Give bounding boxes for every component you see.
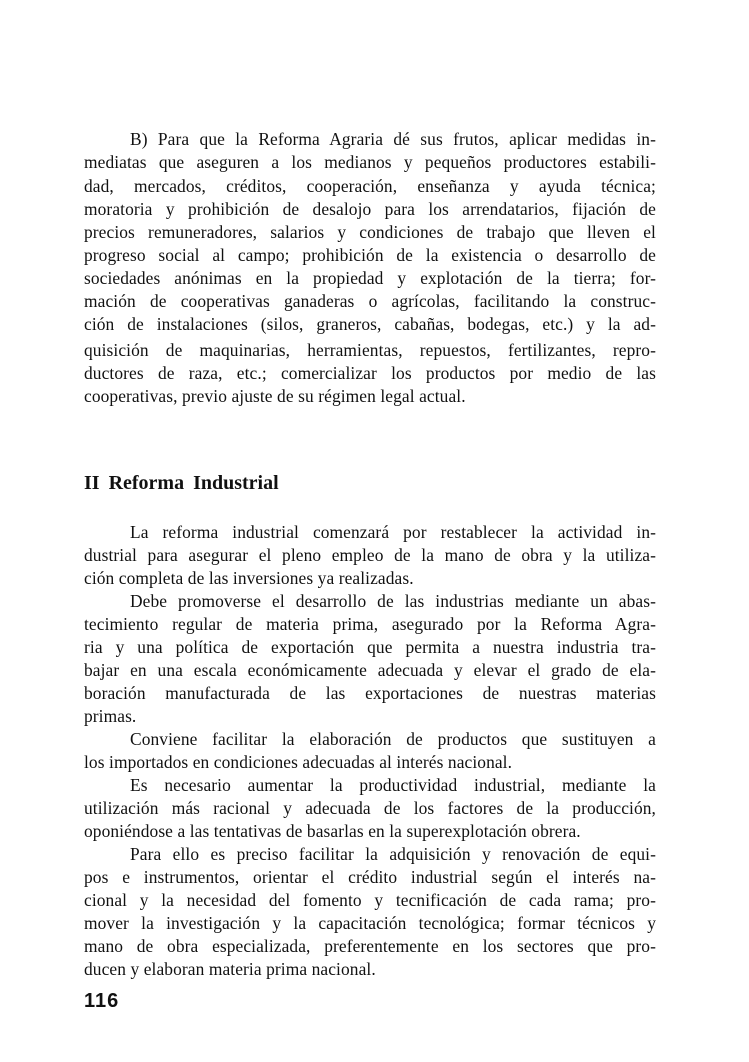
paragraph-line: Para ello es preciso facilitar la adquisición y renovación de equi- — [130, 844, 656, 864]
paragraph-line: tecimiento regular de materia prima, asegurado por la Reforma Agra- — [84, 614, 656, 634]
paragraph-line: los importados en condiciones adecuadas al interés nacional. — [84, 752, 513, 772]
section-b-line: sociedades anónimas en la propiedad y explotación de la tierra; for- — [84, 268, 656, 288]
section-b-line: moratoria y prohibición de desalojo para los arrendatarios, fijación de — [84, 199, 656, 219]
paragraph-line: Conviene facilitar la elaboración de productos que sustituyen a — [130, 729, 656, 749]
section-b-line: cooperativas, previo ajuste de su régimen legal actual. — [84, 386, 466, 406]
section-b-line: mación de cooperativas ganaderas o agrícolas, facilitando la construc- — [84, 291, 656, 311]
section-b-line: quisición de maquinarias, herramientas, repuestos, fertilizantes, repro- — [84, 340, 656, 360]
paragraph-line: boración manufacturada de las exportaciones de nuestras materias — [84, 683, 656, 703]
paragraph-line: oponiéndose a las tentativas de basarlas en la superexplotación obrera. — [84, 821, 581, 841]
page-number: 116 — [84, 990, 120, 1012]
section-b-line: ción de instalaciones (silos, graneros, cabañas, bodegas, etc.) y la ad- — [84, 314, 656, 334]
section-b-line: ductores de raza, etc.; comercializar los productos por medio de las — [84, 363, 656, 383]
paragraph-line: cional y la necesidad del fomento y tecnificación de cada rama; pro- — [84, 890, 656, 910]
section-b-line: mediatas que aseguren a los medianos y pequeños productores estabili- — [84, 152, 656, 172]
paragraph-line: dustrial para asegurar el pleno empleo de la mano de obra y la utiliza- — [84, 545, 656, 565]
paragraph-line: La reforma industrial comenzará por restablecer la actividad in- — [130, 522, 656, 542]
paragraph-line: Es necesario aumentar la productividad industrial, mediante la — [130, 775, 656, 795]
paragraph-line: bajar en una escala económicamente adecuada y elevar el grado de ela- — [84, 660, 656, 680]
paragraph-line: mover la investigación y la capacitación tecnológica; formar técnicos y — [84, 913, 656, 933]
paragraph-line: ción completa de las inversiones ya realizadas. — [84, 568, 414, 588]
section-b-line: B) Para que la Reforma Agraria dé sus frutos, aplicar medidas in- — [130, 129, 656, 149]
paragraph-line: ducen y elaboran materia prima nacional. — [84, 959, 376, 979]
paragraph-line: ria y una política de exportación que permita a nuestra industria tra- — [84, 637, 656, 657]
section-b-line: precios remuneradores, salarios y condiciones de trabajo que lleven el — [84, 222, 656, 242]
section-b-line: progreso social al campo; prohibición de la existencia o desarrollo de — [84, 245, 656, 265]
paragraph-line: Debe promoverse el desarrollo de las industrias mediante un abas- — [130, 591, 656, 611]
paragraph-line: mano de obra especializada, preferentemente en los sectores que pro- — [84, 936, 656, 956]
paragraph-line: utilización más racional y adecuada de los factores de la producción, — [84, 798, 656, 818]
paragraph-line: primas. — [84, 706, 137, 726]
section-heading: II Reforma Industrial — [84, 472, 279, 494]
section-b-line: dad, mercados, créditos, cooperación, enseñanza y ayuda técnica; — [84, 176, 656, 196]
paragraph-line: pos e instrumentos, orientar el crédito industrial según el interés na- — [84, 867, 656, 887]
